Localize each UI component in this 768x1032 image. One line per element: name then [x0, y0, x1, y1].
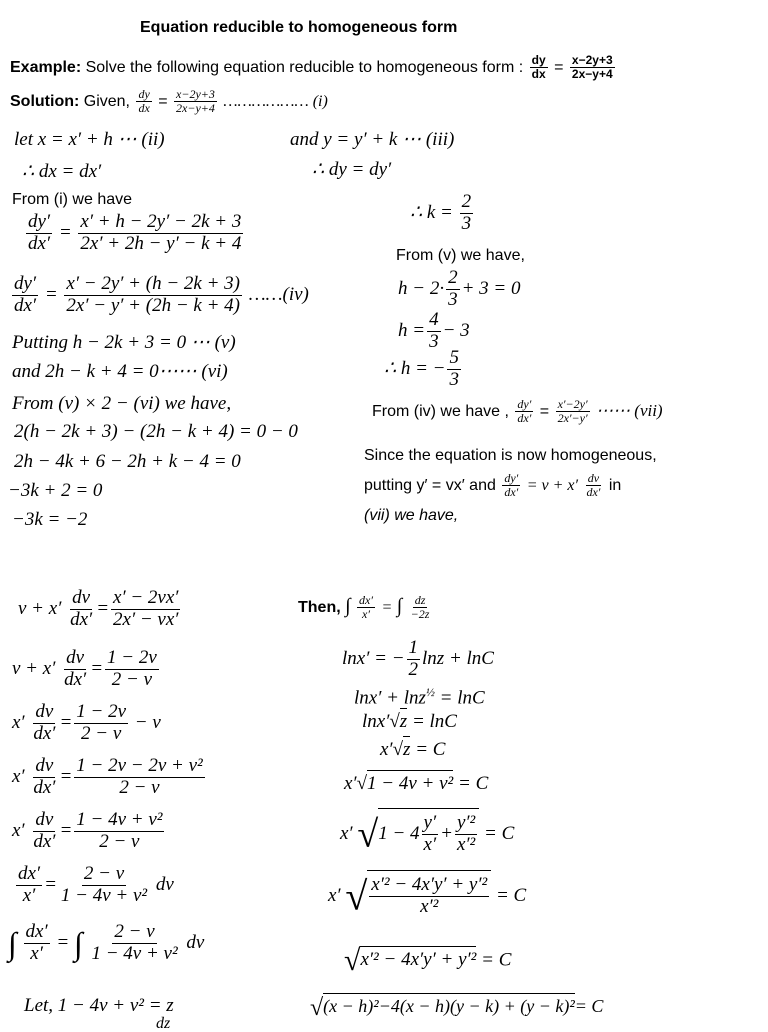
frac-den: x′² — [420, 895, 439, 917]
sqrt-sign: √ — [344, 944, 361, 977]
frac-num: dx′ — [359, 593, 373, 607]
ln-step-3 — [362, 712, 457, 731]
and-y-line: and y = y′ + k ⋯ (iii) — [290, 129, 455, 150]
frac-num: 2 − v — [83, 863, 125, 884]
dv-fraction — [62, 648, 88, 691]
frac-den: dx′ — [70, 608, 93, 630]
eq-prefix: lnx′√ — [362, 711, 400, 732]
ln-step-1 — [342, 638, 494, 681]
h3-fraction — [447, 348, 461, 391]
integral-sign: ∫ — [396, 594, 403, 617]
frac-den: dx′ — [33, 830, 56, 852]
integral-eq — [8, 922, 204, 965]
eq-prefix: x′ — [12, 711, 25, 733]
frac-num: dx′ — [25, 921, 48, 942]
radicand — [367, 870, 491, 918]
ln-step-5 — [344, 774, 488, 793]
sqrt-sign: √ — [310, 995, 324, 1021]
h1-suffix: + 3 = 0 — [461, 277, 521, 299]
step-line-4: −3k = −2 — [12, 509, 88, 530]
equals-sign: = — [554, 58, 564, 76]
yx-fraction — [422, 813, 439, 856]
equals-sign: = — [158, 92, 168, 110]
frac-den: 2 − v — [99, 830, 140, 852]
eq-suffix: = lnC — [434, 687, 485, 709]
equals-sign: = — [58, 221, 72, 243]
frac-num: 4 — [429, 309, 439, 330]
frac-num: dy′ — [28, 211, 51, 232]
frac-den: dx′ — [33, 776, 56, 798]
eq-suffix: = C — [453, 773, 489, 794]
eq-suffix: = lnC — [407, 711, 457, 732]
eq2-rhs-fraction — [64, 274, 242, 317]
frac-num: dv — [72, 587, 91, 608]
h3-prefix: ∴ h = − — [384, 357, 446, 379]
dx-line: ∴ dx = dx′ — [22, 161, 102, 182]
h1-prefix: h − 2· — [398, 277, 445, 299]
frac-den: dx′ — [14, 294, 37, 316]
t-fraction-2 — [409, 594, 432, 621]
solution-rhs-fraction — [174, 88, 217, 115]
equation-1 — [24, 212, 245, 255]
radicand: (x − h)²−4(x − h)(y − k) + (y − k)² — [323, 993, 575, 1016]
frac-den: x′² — [456, 833, 476, 855]
h-step-3 — [384, 348, 463, 391]
frac-den: x′ — [423, 833, 437, 855]
eq-suffix: = C — [410, 739, 446, 760]
put-fraction-2 — [584, 472, 602, 499]
frac-den: 2 — [408, 658, 419, 680]
solution-lhs-fraction — [136, 88, 151, 115]
ln-step-6 — [340, 808, 514, 856]
k-fraction — [460, 192, 474, 235]
radicand: x′² − 4x′y′ + y′² — [360, 946, 476, 970]
sqrt-sign: √ — [345, 873, 368, 919]
k-prefix: ∴ k = — [410, 201, 453, 223]
solution-label: Solution: — [10, 92, 80, 110]
t-fraction — [357, 594, 375, 621]
equation-tag: ⋯⋯ (vii) — [596, 400, 663, 420]
from-v-line: From (v) × 2 − (vi) we have, — [12, 393, 232, 414]
example-line — [10, 54, 617, 81]
eq-prefix: x′√ — [380, 739, 404, 760]
equation-2 — [10, 274, 309, 317]
step-line-3: −3k + 2 = 0 — [8, 480, 103, 501]
eq-prefix: x′ — [12, 819, 25, 841]
frac-den: 3 — [461, 212, 472, 234]
frac-num: 2 — [448, 267, 458, 288]
sub-eq-6: $\frac{dx'}{x'}$ = $\frac{2 - v}{\text{1 − 4v + v²}}$ dv — [18, 863, 174, 906]
equals-sign: = — [381, 598, 393, 616]
example-lhs-fraction — [530, 54, 548, 81]
put-fraction — [502, 472, 520, 499]
dv-fraction — [68, 588, 94, 631]
equation-tag: ……(iv) — [248, 283, 309, 305]
eq-prefix: lnx′ + lnz — [354, 687, 426, 709]
ln-step-2 — [354, 686, 485, 707]
ln-step-8 — [344, 946, 511, 976]
rhs-fraction — [105, 648, 159, 691]
h2-fraction — [427, 310, 441, 353]
integral-sign: ∫ — [345, 594, 351, 617]
integral-sign: ∫ — [8, 925, 17, 962]
eq2-lhs-fraction — [12, 274, 38, 317]
frac-den: 2 − v — [119, 776, 160, 798]
rhs-fraction — [74, 810, 164, 853]
frac-den: 3 — [449, 368, 459, 390]
eq-suffix: = C — [574, 996, 604, 1017]
frac-den: 2x′ + 2h − y′ − k + 4 — [80, 232, 242, 254]
frac-den: dx — [138, 101, 150, 116]
radicand — [378, 808, 479, 856]
eq1-lhs-fraction — [26, 212, 52, 255]
frac-num: y′² — [456, 812, 476, 833]
put-mid: = v + x′ — [526, 476, 579, 494]
sub-eq-1: v + x′ $\frac{dv}{dx'}$ = $\frac{x' - 2vx'}{2x' - vx'}$ — [18, 587, 179, 630]
eq-suffix: = C — [484, 822, 515, 844]
eq-prefix: lnx′ = − — [342, 647, 405, 669]
integral-sign: ∫ — [73, 925, 83, 962]
sub-eq-4: x′ $\frac{dv}{dx'}$ = $\frac{\text{1 − 2v − 2v + v²}}{2 - v}$ — [12, 755, 203, 798]
rhs-fraction — [89, 922, 179, 965]
then-text: Then, — [298, 598, 346, 616]
frac-num: x′−2y′ — [557, 397, 588, 411]
dy-line: ∴ dy = dy′ — [312, 159, 392, 180]
rhs-fraction — [111, 588, 180, 631]
cut-dz-text: dz — [156, 1015, 171, 1032]
frac-den: 1 − 4v + v² — [91, 942, 178, 964]
frac-num: dy — [531, 53, 546, 67]
eq-prefix: x′√ — [344, 773, 368, 794]
frac-den: 3 — [429, 330, 439, 352]
eq-prefix: v + x′ — [18, 597, 62, 619]
ln-step-4 — [380, 740, 445, 759]
radicand-fraction — [369, 875, 489, 918]
frac-den: 2x−y+4 — [571, 67, 613, 82]
put-in: in — [608, 476, 622, 494]
half-exponent: ½ — [425, 685, 435, 699]
dx-fraction — [16, 864, 42, 907]
frac-den: 2 − v — [111, 668, 153, 690]
example-rhs-fraction — [570, 54, 615, 81]
frac-num: dv — [35, 755, 54, 776]
frac-den: dx′ — [504, 485, 519, 500]
frac-den: dx′ — [517, 411, 532, 426]
eq-suffix: lnz + lnC — [422, 647, 494, 669]
radicand: 1 − 4v + v² — [367, 770, 453, 794]
frac-num: dz — [414, 593, 426, 607]
frac-num: x′ + h − 2y′ − 2k + 3 — [80, 211, 242, 232]
eq-suffix: − v — [134, 711, 161, 733]
putting-text: putting y′ = vx′ and — [364, 476, 501, 494]
k-value — [410, 192, 475, 235]
sub-eq-2: v + x′ $\frac{dv}{dx'}$ = $\frac{1 - 2v}{2 - v}$ — [12, 647, 157, 690]
eq-prefix: x′ — [340, 822, 353, 844]
frac-num: dv — [587, 471, 600, 485]
h2-suffix: − 3 — [442, 319, 470, 341]
since-text: Since the equation is now homogeneous, — [364, 447, 657, 464]
vii-rhs-fraction — [556, 398, 590, 425]
eq1-rhs-fraction — [78, 212, 243, 255]
frac-den: x′ — [362, 607, 370, 622]
sub-eq-3: x′ $\frac{dv}{dx'}$ = $\frac{1 - 2v}{2 - v}$ − v — [12, 701, 161, 744]
frac-den: 2x′−y′ — [557, 411, 588, 426]
frac-num: 1 — [408, 637, 419, 658]
step-line-2: 2h − 4k + 6 − 2h + k − 4 = 0 — [14, 451, 241, 472]
page-title: Equation reducible to homogeneous form — [140, 19, 458, 36]
equation-tag: ……………… (i) — [223, 92, 328, 110]
eq-suffix: = C — [476, 949, 512, 971]
frac-num: dv — [66, 647, 85, 668]
yx2-fraction — [455, 813, 477, 856]
frac-den: x′ — [30, 942, 43, 964]
sqrt-sign: √ — [357, 813, 379, 856]
and-eq-line: and 2h − k + 4 = 0⋯⋯ (vi) — [12, 361, 228, 382]
frac-den: dx — [531, 67, 546, 82]
radicand-part: 1 − 4 — [378, 822, 420, 844]
from-v-text: From (v) we have, — [396, 247, 525, 264]
frac-den: dx′ — [64, 668, 87, 690]
frac-den: 2x′ − y′ + (2h − k + 4) — [66, 294, 240, 316]
frac-den: 2x−y+4 — [176, 101, 215, 116]
eq-prefix: v + x′ — [12, 657, 56, 679]
solution-line — [10, 88, 328, 115]
putting-sub-line — [364, 472, 621, 499]
frac-num: dy′ — [517, 397, 532, 411]
let-z-line: Let, 1 − 4v + v² = z — [24, 995, 174, 1016]
from-iv-line — [372, 398, 663, 425]
equals-sign: = — [44, 283, 58, 305]
putting-line: Putting h − 2k + 3 = 0 ⋯ (v) — [12, 332, 236, 353]
frac-num: 1 − 2v − 2v + v² — [76, 755, 203, 776]
frac-den: 3 — [448, 288, 458, 310]
frac-den: 2x′ − vx′ — [113, 608, 179, 630]
frac-den: 1 − 4v + v² — [60, 884, 148, 906]
final-answer — [310, 996, 603, 1020]
dv-fraction — [31, 702, 57, 745]
dx-fraction — [24, 922, 50, 965]
frac-num: 1 − 2v — [107, 647, 157, 668]
rhs-fraction — [74, 702, 128, 745]
frac-num: x−2y+3 — [176, 87, 215, 101]
frac-num: x′ − 2y′ + (h − 2k + 3) — [66, 273, 240, 294]
example-text: Solve the following equation reducible to homogeneous form : — [81, 58, 524, 76]
dv-fraction — [31, 756, 57, 799]
frac-num: dy — [138, 87, 150, 101]
plus-sign: + — [440, 822, 453, 844]
frac-num: 5 — [449, 347, 459, 368]
h1-fraction — [446, 268, 460, 311]
rhs-fraction — [59, 864, 149, 907]
from-iv-text: From (iv) we have , — [372, 402, 509, 420]
eq-suffix: dv — [155, 873, 174, 895]
radicand: z — [400, 708, 407, 732]
then-line — [298, 594, 433, 621]
frac-den: 2 − v — [81, 722, 122, 744]
rhs-fraction — [74, 756, 204, 799]
step-line-1: 2(h − 2k + 3) − (2h − k + 4) = 0 − 0 — [14, 421, 298, 442]
h2-prefix: h = — [398, 319, 426, 341]
frac-den: dx′ — [33, 722, 56, 744]
from-i-text: From (i) we have — [12, 191, 133, 208]
dv-fraction — [31, 810, 57, 853]
frac-num: x−2y+3 — [571, 53, 613, 67]
eq-prefix: x′ — [12, 765, 25, 787]
eq-suffix: dv — [186, 931, 205, 953]
half-fraction — [407, 638, 421, 681]
vii-have-text: (vii) we have, — [364, 507, 459, 524]
frac-num: x′ − 2vx′ — [113, 587, 179, 608]
frac-num: dv — [35, 701, 54, 722]
frac-num: dv — [35, 809, 54, 830]
frac-den: dx′ — [586, 485, 601, 500]
h-step-1 — [398, 268, 520, 311]
example-label: Example: — [10, 58, 82, 76]
frac-num: 1 − 2v — [76, 701, 127, 722]
let-x-line: let x = x′ + h ⋯ (ii) — [14, 129, 165, 150]
frac-den: dx′ — [28, 232, 51, 254]
frac-num: y′ — [423, 812, 437, 833]
vii-lhs-fraction — [515, 398, 533, 425]
frac-den: x′ — [22, 884, 36, 906]
frac-num: dy′ — [14, 273, 37, 294]
frac-num: 2 — [461, 191, 472, 212]
frac-num: 2 − v — [114, 921, 155, 942]
frac-num: 1 − 4v + v² — [76, 809, 163, 830]
ln-step-7 — [328, 870, 526, 918]
frac-num: dy′ — [504, 471, 519, 485]
equals-sign: = — [56, 931, 70, 953]
eq-suffix: = C — [495, 884, 527, 906]
sub-eq-5: x′ $\frac{dv}{dx'}$ = $\frac{\text{1 − 4v + v²}}{2 - v}$ — [12, 809, 163, 852]
frac-num: dx′ — [18, 863, 41, 884]
equals-sign: = — [539, 402, 550, 420]
frac-num: x′² − 4x′y′ + y′² — [371, 874, 488, 895]
eq-prefix: x′ — [328, 884, 341, 906]
frac-den: −2z — [410, 607, 430, 622]
solution-given: Given, — [79, 92, 130, 110]
radicand: z — [403, 736, 410, 760]
